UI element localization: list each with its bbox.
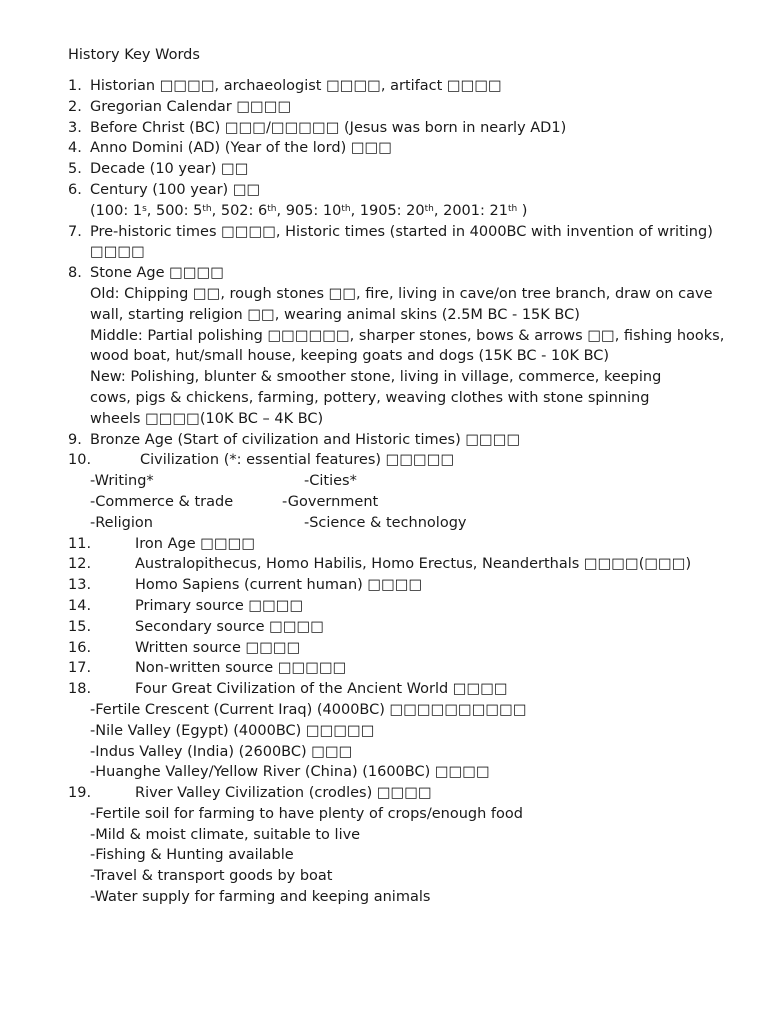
list-item: 3. Before Christ (BC) □□□/□□□□□ (Jesus was born in nearly AD1) [68, 119, 567, 136]
list-item: 4. Anno Domini (AD) (Year of the lord) □□□ [68, 140, 392, 157]
list-item-continuation: wood boat, hut/small house, keeping goats and dogs (15K BC - 10K BC) [90, 348, 610, 365]
list-item: 6. Century (100 year) □□ [68, 181, 261, 198]
list-item-continuation: -Travel & transport goods by boat [90, 868, 333, 885]
list-item: 13. Homo Sapiens (current human) □□□□ [68, 577, 423, 594]
list-item: 18. Four Great Civilization of the Ancient World □□□□ [68, 681, 508, 698]
list-item-continuation: -Fertile soil for farming to have plenty of crops/enough food [90, 805, 523, 822]
list-item: 8. Stone Age □□□□ [68, 265, 224, 282]
list-item-continuation: wall, starting religion □□, wearing animal skins (2.5M BC - 15K BC) [90, 306, 580, 323]
list-item: 19. River Valley Civilization (crodles) □□□□ [68, 785, 432, 802]
civilization-features-row: -Religion -Science & technology [90, 514, 467, 531]
list-item-continuation: -Fishing & Hunting available [90, 847, 294, 864]
list-item-continuation: cows, pigs & chickens, farming, pottery, weaving clothes with stone spinning [90, 389, 650, 406]
century-examples: (100: 1$^s$, 500: 5th, 502: 6th, 905: 10th, 1905: 20th, 2001: 21th ) [90, 202, 528, 219]
list-item: 7. Pre-historic times □□□□, Historic times (started in 4000BC with invention of writing) [68, 223, 713, 240]
list-item-continuation: -Water supply for farming and keeping animals [90, 889, 431, 906]
list-item-continuation: Old: Chipping □□, rough stones □□, fire, living in cave/on tree branch, draw on cave [90, 285, 713, 302]
list-item: 2. Gregorian Calendar □□□□ [68, 98, 292, 115]
list-item-continuation: □□□□ [90, 244, 145, 261]
list-item: 12. Australopithecus, Homo Habilis, Homo Erectus, Neanderthals □□□□(□□□) [68, 556, 692, 573]
list-item: 15. Secondary source □□□□ [68, 618, 324, 635]
civilization-features-row: -Commerce & trade -Government [90, 493, 379, 510]
list-item-continuation: -Huanghe Valley/Yellow River (China) (1600BC) □□□□ [90, 764, 490, 781]
list-item: 10. Civilization (*: essential features) □□□□□ [68, 452, 455, 469]
keyword-list [68, 76, 728, 908]
list-item-continuation: Middle: Partial polishing □□□□□□, sharper stones, bows & arrows □□, fishing hooks, [90, 327, 725, 344]
list-item: 9. Bronze Age (Start of civilization and Historic times) □□□□ [68, 431, 521, 448]
list-item-continuation: -Nile Valley (Egypt) (4000BC) □□□□□ [90, 722, 375, 739]
list-item-continuation: -Indus Valley (India) (2600BC) □□□ [90, 743, 353, 760]
list-item: 17. Non-written source □□□□□ [68, 660, 347, 677]
list-item: 11. Iron Age □□□□ [68, 535, 256, 552]
list-item-continuation: wheels □□□□(10K BC – 4K BC) [90, 410, 324, 427]
list-item-continuation: New: Polishing, blunter & smoother stone, living in village, commerce, keeping [90, 369, 662, 386]
list-item-continuation: -Mild & moist climate, suitable to live [90, 826, 361, 843]
list-item: 14. Primary source □□□□ [68, 597, 304, 614]
civilization-features-row: -Writing* -Cities* [90, 473, 357, 490]
list-item-continuation: -Fertile Crescent (Current Iraq) (4000BC) □□□□□□□□□□ [90, 701, 527, 718]
list-item: 16. Written source □□□□ [68, 639, 301, 656]
list-item: 5. Decade (10 year) □□ [68, 161, 249, 178]
list-item: 1. Historian □□□□, archaeologist □□□□, artifact □□□□ [68, 78, 502, 94]
document-title: History Key Words [68, 47, 200, 63]
